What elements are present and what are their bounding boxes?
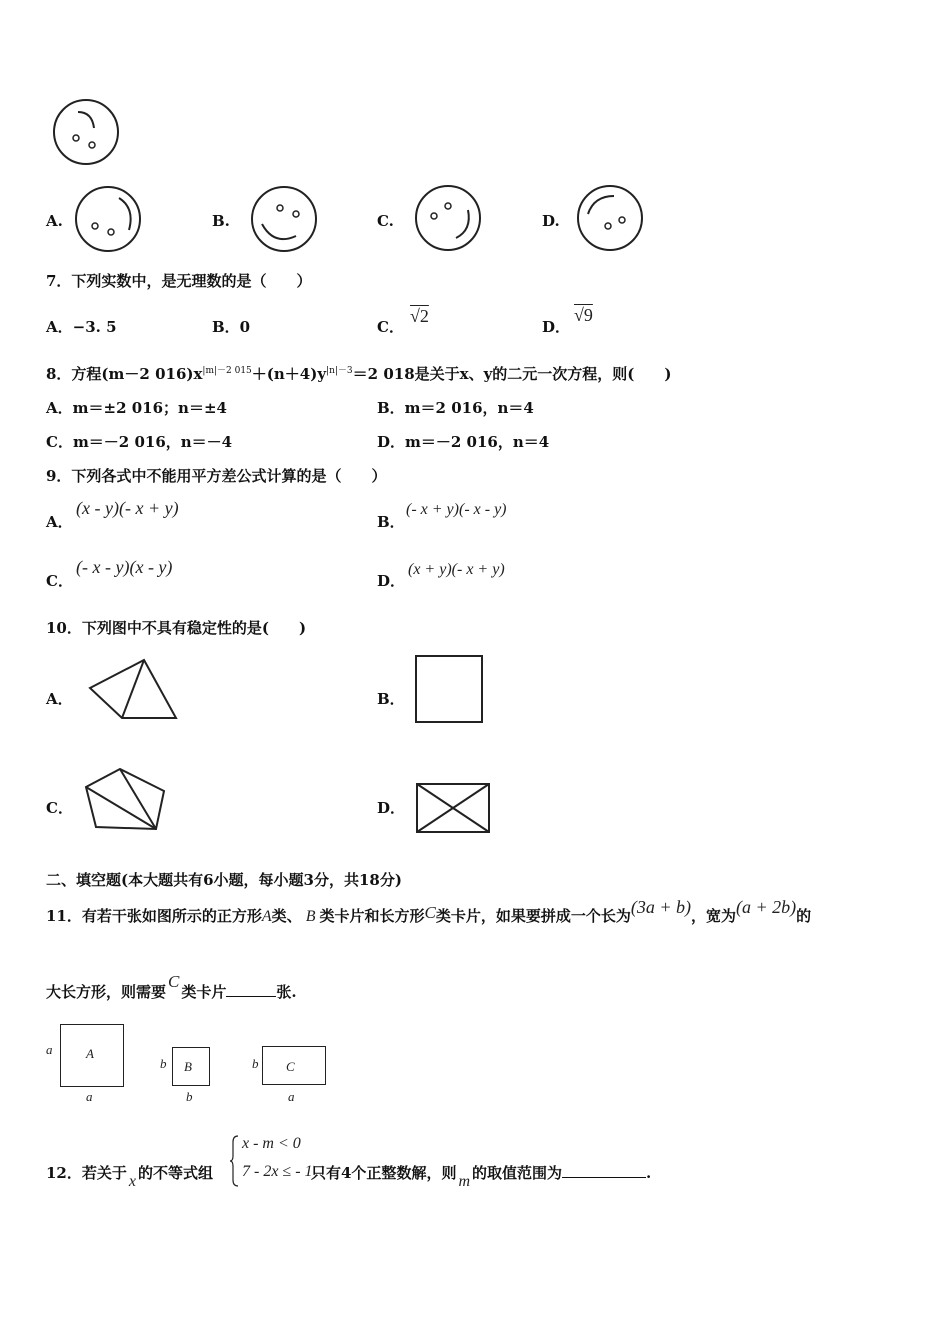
q7-option-d: D． (542, 318, 571, 336)
q11-line2-post: 张. (276, 983, 297, 1001)
q11-card-c-label: C (286, 1059, 295, 1074)
q8-text-mid: ＋(n＋4)y (251, 365, 327, 383)
q12-var-m: m (458, 1173, 471, 1190)
q6-option-b-label: B. (212, 212, 230, 230)
q8-question-text (46, 363, 671, 384)
q11-part6: 的 (796, 907, 812, 925)
q8-text-pre: 8．方程(m－2 016)x (46, 365, 203, 383)
q8-option-d: D．m＝－2 016，n＝4 (377, 433, 550, 451)
q8-exponent-x: |m|－2 015 (202, 366, 252, 376)
q12-post: 的取值范围为 (472, 1164, 563, 1182)
q11-line2-mid: 类卡片 (181, 983, 227, 1001)
q11-var-a: A (261, 908, 272, 925)
q9-question-text: 9．下列各式中不能用平方差公式计算的是（ ） (46, 467, 387, 485)
q6-option-a-label: A. (46, 212, 63, 230)
q10-option-d: D． (377, 799, 406, 817)
q12-system-brace (230, 1134, 240, 1188)
q10-option-d-rectangle-with-diagonals-figure (415, 782, 491, 834)
q9-option-a: A． (46, 513, 73, 531)
q11-var-b: B (305, 908, 316, 925)
q11-card-c-bottom-label: a (288, 1089, 295, 1104)
q9-option-c: C． (46, 572, 73, 590)
q7-option-b: B．0 (212, 318, 251, 336)
q9-option-b-math: (- x + y)(- x - y) (406, 501, 507, 518)
q9-option-d: D． (377, 572, 406, 590)
q7-option-d-math: √9 (574, 305, 593, 325)
q11-line2-var-c: C (168, 972, 180, 991)
q8-option-a: A．m＝±2 016；n＝±4 (46, 399, 227, 417)
q6-reference-face-figure (52, 98, 122, 168)
q11-length-expr: (3a + b) (630, 897, 691, 917)
q11-card-b-bottom-label: b (186, 1089, 193, 1104)
q10-option-c-pentagon-figure (84, 767, 168, 833)
q10-question-text: 10．下列图中不具有稳定性的是( ) (46, 619, 307, 637)
q6-option-a-face-figure (75, 186, 145, 256)
q7-option-c-math: √2 (410, 306, 429, 326)
q7-option-a: A．−3. 5 (46, 318, 117, 336)
q11-part2: 类、 (271, 907, 302, 925)
q10-option-b-square-figure (414, 654, 486, 728)
q11-card-a-side-label: a (46, 1042, 53, 1057)
q11-card-a-bottom-label: a (86, 1089, 93, 1104)
q6-option-c-face-figure (414, 184, 484, 254)
q6-option-d-label: D. (542, 212, 560, 230)
q11-card-a-label: A (86, 1046, 94, 1061)
q8-option-c: C．m＝－2 016，n＝－4 (46, 433, 233, 451)
q10-option-c: C． (46, 799, 73, 817)
q11-part5: ，宽为 (690, 907, 736, 925)
q11-card-c-side-label: b (252, 1056, 259, 1071)
q11-question-line2 (46, 972, 297, 1002)
q11-line2-pre: 大长方形，则需要 (46, 983, 167, 1001)
q8-text-post: ＝2 018是关于x、y的二元一次方程，则( ) (352, 365, 672, 383)
q11-part1: 11．有若干张如图所示的正方形 (46, 907, 262, 925)
q9-option-b: B． (377, 513, 405, 531)
q12-question-text (46, 1162, 652, 1190)
q12-inequality-1: x - m < 0 (242, 1135, 301, 1152)
q9-option-c-math: (- x - y)(x - y) (76, 557, 173, 577)
q12-end: . (646, 1164, 652, 1182)
q10-option-a-triangles-figure (88, 658, 180, 722)
q8-option-b: B．m＝2 016，n＝4 (377, 399, 534, 417)
q6-option-d-face-figure (576, 184, 646, 254)
section-2-title: 二、填空题(本大题共有6小题，每小题3分，共18分) (46, 871, 402, 889)
q11-width-expr: (a + 2b) (736, 897, 797, 917)
q7-option-c: C． (377, 318, 404, 336)
q12-pre: 12．若关于 (46, 1164, 127, 1182)
q11-question-line1 (46, 897, 812, 926)
q9-option-d-math: (x + y)(- x + y) (408, 561, 505, 578)
q11-part3: 类卡片和长方形 (319, 907, 425, 925)
q12-mid2: 只有4个正整数解，则 (311, 1164, 457, 1182)
q11-part4: 类卡片，如果要拼成一个长为 (435, 907, 631, 925)
q11-card-b-side-label: b (160, 1056, 167, 1071)
q11-card-b-label: B (184, 1059, 192, 1074)
q12-answer-blank[interactable] (562, 1177, 646, 1178)
q11-answer-blank[interactable] (226, 996, 276, 997)
q12-var-x: x (128, 1173, 136, 1190)
q6-option-b-face-figure (250, 186, 320, 256)
q12-inequality-2: 7 - 2x ≤ - 1 (242, 1163, 313, 1180)
q7-question-text: 7．下列实数中，是无理数的是（ ） (46, 272, 312, 290)
q8-exponent-y: |n|－3 (326, 366, 353, 376)
q9-option-a-math: (x - y)(- x + y) (76, 498, 179, 518)
q10-option-b: B． (377, 690, 405, 708)
q12-mid1: 的不等式组 (137, 1164, 213, 1182)
q6-option-c-label: C. (377, 212, 394, 230)
q11-var-c: C (424, 903, 436, 922)
q10-option-a: A． (46, 690, 73, 708)
